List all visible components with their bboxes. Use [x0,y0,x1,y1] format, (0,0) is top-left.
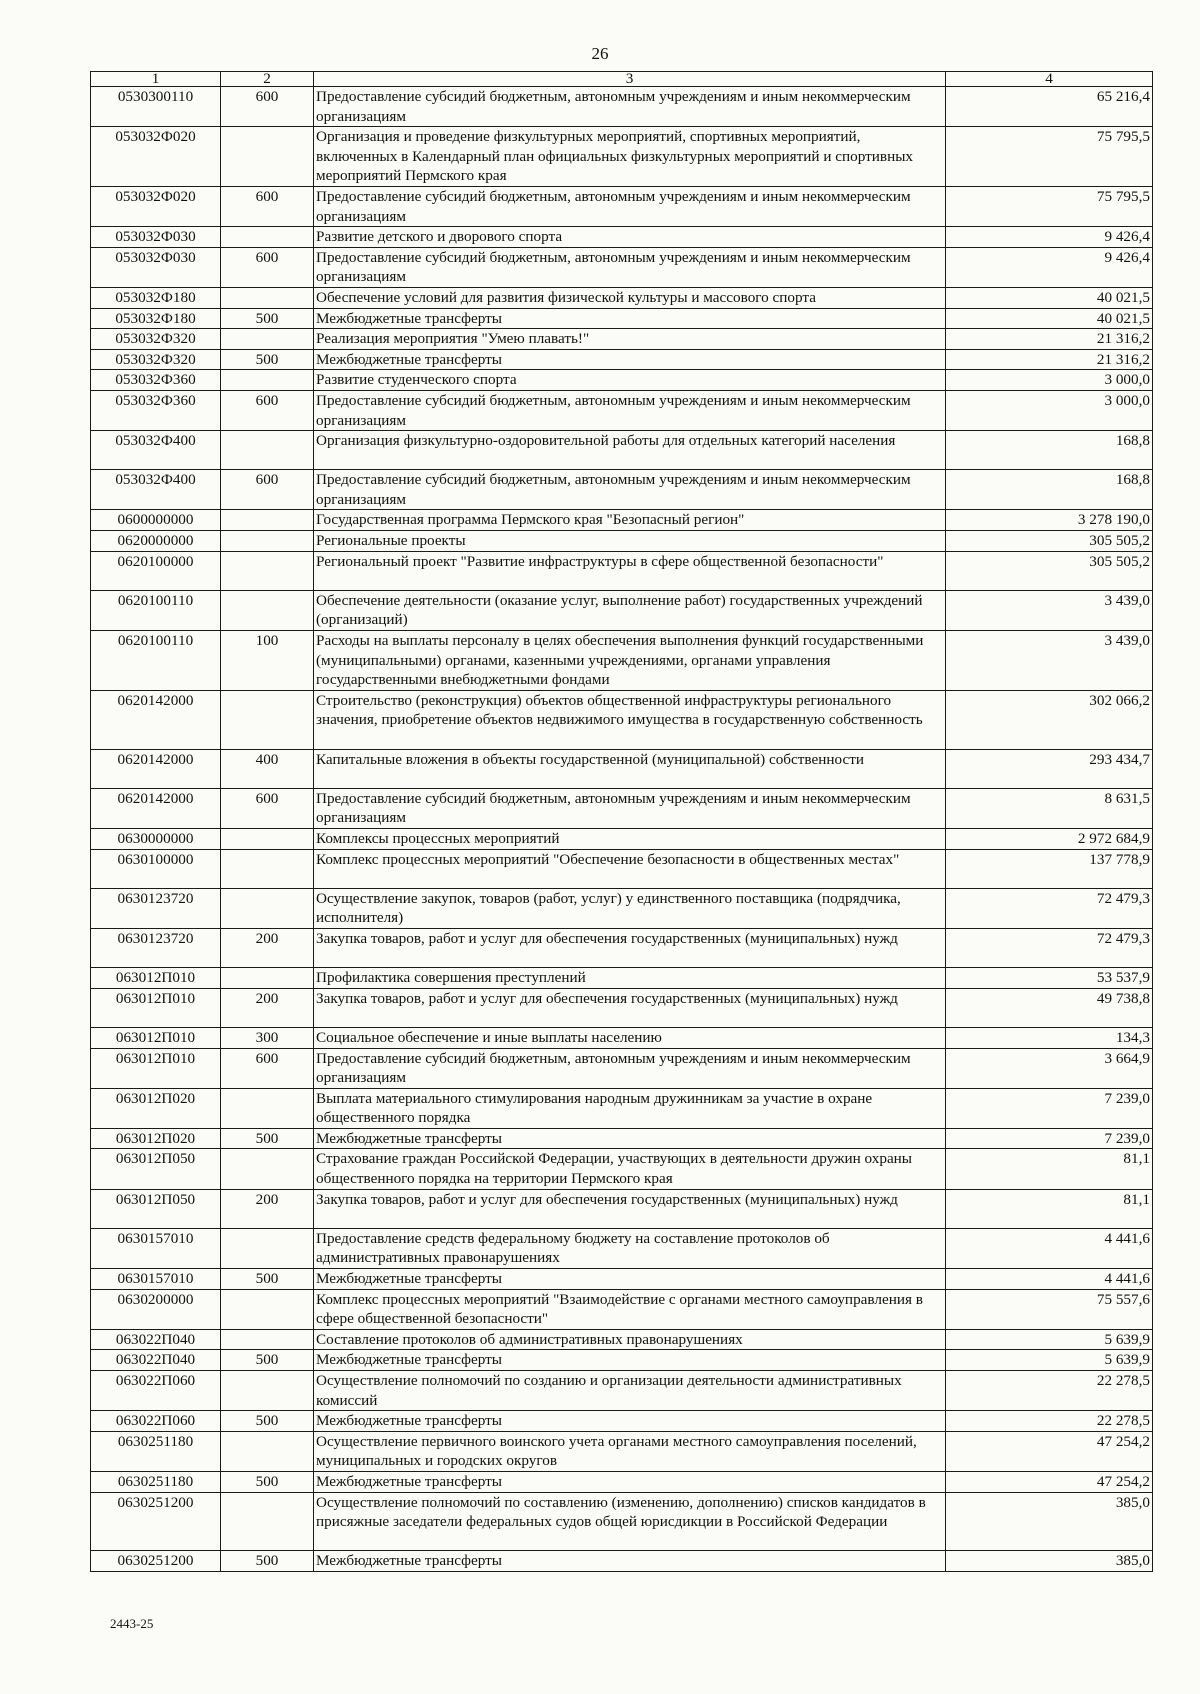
row-amount: 81,1 [946,1189,1153,1228]
row-amount: 53 537,9 [946,968,1153,989]
table-row [91,329,1153,350]
row-amount: 305 505,2 [946,531,1153,552]
row-description: Межбюджетные трансферты [314,349,946,370]
row-code: 0620142000 [91,749,221,788]
row-code: 053032Ф030 [91,247,221,287]
row-expense-type: 600 [221,1048,314,1088]
row-code: 0630200000 [91,1289,221,1329]
table-header [91,72,1153,87]
row-code: 053032Ф400 [91,470,221,510]
table-row [91,247,1153,287]
row-amount: 65 216,4 [946,87,1153,127]
row-description: Осуществление полномочий по созданию и организации деятельности административных комиссий [314,1371,946,1411]
row-code: 0620000000 [91,531,221,552]
row-expense-type: 600 [221,186,314,226]
table-row [91,888,1153,928]
row-code: 063012П010 [91,1048,221,1088]
row-code: 0620100110 [91,631,221,691]
table-row [91,749,1153,788]
row-code: 053032Ф030 [91,227,221,248]
row-code: 053032Ф020 [91,186,221,226]
row-description: Капитальные вложения в объекты государственной (муниципальной) собственности [314,749,946,788]
row-description: Закупка товаров, работ и услуг для обеспечения государственных (муниципальных) нужд [314,1189,946,1228]
row-amount: 137 778,9 [946,849,1153,888]
row-description: Осуществление закупок, товаров (работ, услуг) у единственного поставщика (подрядчика, исполнителя) [314,888,946,928]
row-amount: 7 239,0 [946,1088,1153,1128]
table-row [91,186,1153,226]
row-amount: 81,1 [946,1149,1153,1189]
table-row [91,87,1153,127]
row-amount: 49 738,8 [946,988,1153,1027]
row-expense-type: 500 [221,308,314,329]
row-code: 063022П040 [91,1350,221,1371]
row-amount: 40 021,5 [946,287,1153,308]
row-expense-type [221,1149,314,1189]
row-expense-type: 500 [221,1471,314,1492]
row-expense-type [221,531,314,552]
row-code: 063012П010 [91,968,221,989]
row-code: 0600000000 [91,510,221,531]
row-expense-type: 600 [221,87,314,127]
row-code: 0620100000 [91,551,221,590]
row-code: 053032Ф320 [91,349,221,370]
row-expense-type [221,510,314,531]
row-amount: 2 972 684,9 [946,828,1153,849]
row-expense-type: 300 [221,1027,314,1048]
table-row [91,690,1153,749]
table-row [91,531,1153,552]
row-expense-type: 500 [221,1350,314,1371]
row-amount: 3 278 190,0 [946,510,1153,531]
table-row [91,968,1153,989]
row-expense-type [221,370,314,391]
row-expense-type [221,968,314,989]
table-row [91,828,1153,849]
row-amount: 385,0 [946,1492,1153,1551]
row-code: 053032Ф180 [91,287,221,308]
row-description: Комплекс процессных мероприятий "Обеспечение безопасности в общественных местах" [314,849,946,888]
row-description: Государственная программа Пермского края "Безопасный регион" [314,510,946,531]
row-description: Межбюджетные трансферты [314,1551,946,1572]
row-expense-type: 600 [221,470,314,510]
document-code: 2443-25 [110,1616,154,1631]
row-code: 053032Ф180 [91,308,221,329]
row-expense-type: 500 [221,1411,314,1432]
header-col-1: 1 [91,72,221,87]
row-amount: 3 000,0 [946,370,1153,391]
row-description: Закупка товаров, работ и услуг для обеспечения государственных (муниципальных) нужд [314,988,946,1027]
row-description: Предоставление средств федеральному бюджету на составление протоколов об административных правонарушениях [314,1228,946,1268]
row-code: 0630251200 [91,1551,221,1572]
row-amount: 3 439,0 [946,631,1153,691]
row-code: 063012П020 [91,1128,221,1149]
row-expense-type [221,828,314,849]
row-amount: 21 316,2 [946,329,1153,350]
table-row [91,1411,1153,1432]
row-code: 053032Ф360 [91,370,221,391]
row-code: 0620100110 [91,590,221,630]
row-expense-type: 500 [221,1269,314,1290]
row-expense-type: 500 [221,349,314,370]
row-amount: 8 631,5 [946,788,1153,828]
table-row [91,1431,1153,1471]
header-col-3: 3 [314,72,946,87]
row-expense-type [221,551,314,590]
row-amount: 5 639,9 [946,1329,1153,1350]
row-expense-type: 200 [221,988,314,1027]
table-row [91,1149,1153,1189]
row-expense-type: 200 [221,928,314,967]
table-row [91,1128,1153,1149]
row-amount: 4 441,6 [946,1269,1153,1290]
row-amount: 4 441,6 [946,1228,1153,1268]
table-row [91,370,1153,391]
row-expense-type [221,287,314,308]
row-expense-type: 500 [221,1128,314,1149]
row-amount: 385,0 [946,1551,1153,1572]
row-description: Комплекс процессных мероприятий "Взаимодействие с органами местного самоуправления в сфере общественной безопасности" [314,1289,946,1329]
row-amount: 22 278,5 [946,1411,1153,1432]
row-expense-type [221,1329,314,1350]
row-expense-type: 600 [221,390,314,430]
row-code: 0630157010 [91,1228,221,1268]
table-row [91,551,1153,590]
row-amount: 75 795,5 [946,186,1153,226]
table-body [91,87,1153,1572]
row-code: 0630157010 [91,1269,221,1290]
row-code: 063022П060 [91,1411,221,1432]
row-description: Обеспечение условий для развития физической культуры и массового спорта [314,287,946,308]
row-description: Межбюджетные трансферты [314,1350,946,1371]
header-row [91,72,1153,87]
row-description: Предоставление субсидий бюджетным, автономным учреждениям и иным некоммерческим организациям [314,1048,946,1088]
budget-table [90,71,1153,1572]
row-code: 053032Ф360 [91,390,221,430]
table-row [91,1471,1153,1492]
row-code: 0630123720 [91,888,221,928]
table-row [91,1088,1153,1128]
table-row [91,470,1153,510]
row-amount: 75 557,6 [946,1289,1153,1329]
row-description: Выплата материального стимулирования народным дружинникам за участие в охране общественного порядка [314,1088,946,1128]
table-row [91,1329,1153,1350]
row-description: Межбюджетные трансферты [314,308,946,329]
table-row [91,1048,1153,1088]
row-code: 053032Ф320 [91,329,221,350]
table-row [91,1269,1153,1290]
row-amount: 168,8 [946,431,1153,470]
row-description: Предоставление субсидий бюджетным, автономным учреждениям и иным некоммерческим организациям [314,247,946,287]
row-amount: 40 021,5 [946,308,1153,329]
row-description: Предоставление субсидий бюджетным, автономным учреждениям и иным некоммерческим организациям [314,788,946,828]
row-code: 053032Ф020 [91,127,221,187]
row-expense-type [221,431,314,470]
row-amount: 72 479,3 [946,888,1153,928]
row-description: Обеспечение деятельности (оказание услуг, выполнение работ) государственных учреждений (организаций) [314,590,946,630]
table-row [91,988,1153,1027]
row-description: Закупка товаров, работ и услуг для обеспечения государственных (муниципальных) нужд [314,928,946,967]
row-code: 0630000000 [91,828,221,849]
row-expense-type [221,1289,314,1329]
header-col-2: 2 [221,72,314,87]
row-description: Развитие студенческого спорта [314,370,946,391]
row-expense-type [221,590,314,630]
row-description: Межбюджетные трансферты [314,1128,946,1149]
row-amount: 305 505,2 [946,551,1153,590]
row-description: Страхование граждан Российской Федерации, участвующих в деятельности дружин охраны общественного порядка на территории Пермского края [314,1149,946,1189]
row-description: Региональные проекты [314,531,946,552]
row-amount: 3 000,0 [946,390,1153,430]
table-row [91,1027,1153,1048]
row-expense-type [221,888,314,928]
row-code: 063012П050 [91,1189,221,1228]
row-expense-type [221,329,314,350]
table-row [91,390,1153,430]
row-code: 0630123720 [91,928,221,967]
row-amount: 168,8 [946,470,1153,510]
table-row [91,308,1153,329]
row-expense-type [221,127,314,187]
row-description: Предоставление субсидий бюджетным, автономным учреждениям и иным некоммерческим организациям [314,390,946,430]
row-code: 063022П060 [91,1371,221,1411]
header-col-4: 4 [946,72,1153,87]
row-description: Осуществление первичного воинского учета органами местного самоуправления поселений, муниципальных и городских округов [314,1431,946,1471]
row-description: Социальное обеспечение и иные выплаты населению [314,1027,946,1048]
row-expense-type [221,690,314,749]
row-expense-type: 500 [221,1551,314,1572]
row-code: 063012П020 [91,1088,221,1128]
row-description: Предоставление субсидий бюджетным, автономным учреждениям и иным некоммерческим организациям [314,470,946,510]
row-amount: 72 479,3 [946,928,1153,967]
row-code: 063022П040 [91,1329,221,1350]
row-expense-type: 200 [221,1189,314,1228]
row-expense-type [221,1088,314,1128]
table-row [91,928,1153,967]
table-row [91,1551,1153,1572]
row-description: Реализация мероприятия "Умею плавать!" [314,329,946,350]
row-amount: 293 434,7 [946,749,1153,788]
page-number: 26 [591,44,609,63]
row-description: Развитие детского и дворового спорта [314,227,946,248]
row-description: Межбюджетные трансферты [314,1269,946,1290]
row-code: 0630251180 [91,1431,221,1471]
row-code: 0630251180 [91,1471,221,1492]
row-expense-type: 100 [221,631,314,691]
table-row [91,1289,1153,1329]
row-amount: 21 316,2 [946,349,1153,370]
table-row [91,631,1153,691]
table-row [91,1492,1153,1551]
row-description: Организация и проведение физкультурных мероприятий, спортивных мероприятий, включенных в Календарный план официальных физкультурных мероприятий и спортивных мероприятий Пермского края [314,127,946,187]
row-amount: 47 254,2 [946,1431,1153,1471]
row-description: Предоставление субсидий бюджетным, автономным учреждениям и иным некоммерческим организациям [314,87,946,127]
row-amount: 134,3 [946,1027,1153,1048]
table-row [91,590,1153,630]
row-expense-type [221,1228,314,1268]
row-code: 063012П010 [91,1027,221,1048]
table-row [91,287,1153,308]
row-amount: 302 066,2 [946,690,1153,749]
table-row [91,127,1153,187]
row-amount: 5 639,9 [946,1350,1153,1371]
row-amount: 75 795,5 [946,127,1153,187]
row-description: Осуществление полномочий по составлению (изменению, дополнению) списков кандидатов в присяжные заседатели федеральных судов общей юрисдикции в Российской Федерации [314,1492,946,1551]
table-row [91,510,1153,531]
table-row [91,349,1153,370]
table-row [91,849,1153,888]
table-row [91,1371,1153,1411]
table-row [91,1228,1153,1268]
row-amount: 7 239,0 [946,1128,1153,1149]
row-description: Составление протоколов об административных правонарушениях [314,1329,946,1350]
row-code: 0630251200 [91,1492,221,1551]
row-description: Межбюджетные трансферты [314,1471,946,1492]
row-expense-type [221,1492,314,1551]
row-expense-type: 600 [221,788,314,828]
row-expense-type: 400 [221,749,314,788]
row-amount: 9 426,4 [946,247,1153,287]
row-description: Межбюджетные трансферты [314,1411,946,1432]
row-code: 0630100000 [91,849,221,888]
table-row [91,1350,1153,1371]
row-description: Расходы на выплаты персоналу в целях обеспечения выполнения функций государственными (муниципальными) органами, казенными учреждениями, органами управления государственными внебюджетными фондами [314,631,946,691]
row-expense-type [221,1431,314,1471]
row-code: 063012П010 [91,988,221,1027]
row-amount: 3 439,0 [946,590,1153,630]
table-row [91,1189,1153,1228]
table-row [91,788,1153,828]
row-code: 0620142000 [91,788,221,828]
row-description: Строительство (реконструкция) объектов общественной инфраструктуры регионального значения, приобретение объектов недвижимого имущества в государственную собственность [314,690,946,749]
row-code: 053032Ф400 [91,431,221,470]
row-description: Комплексы процессных мероприятий [314,828,946,849]
row-amount: 9 426,4 [946,227,1153,248]
row-amount: 47 254,2 [946,1471,1153,1492]
row-expense-type [221,227,314,248]
table-row [91,431,1153,470]
row-expense-type [221,1371,314,1411]
row-description: Профилактика совершения преступлений [314,968,946,989]
row-amount: 22 278,5 [946,1371,1153,1411]
row-description: Региональный проект "Развитие инфраструктуры в сфере общественной безопасности" [314,551,946,590]
row-code: 063012П050 [91,1149,221,1189]
row-description: Организация физкультурно-оздоровительной работы для отдельных категорий населения [314,431,946,470]
row-expense-type: 600 [221,247,314,287]
table-row [91,227,1153,248]
row-expense-type [221,849,314,888]
row-code: 0620142000 [91,690,221,749]
row-amount: 3 664,9 [946,1048,1153,1088]
row-description: Предоставление субсидий бюджетным, автономным учреждениям и иным некоммерческим организациям [314,186,946,226]
row-code: 0530300110 [91,87,221,127]
